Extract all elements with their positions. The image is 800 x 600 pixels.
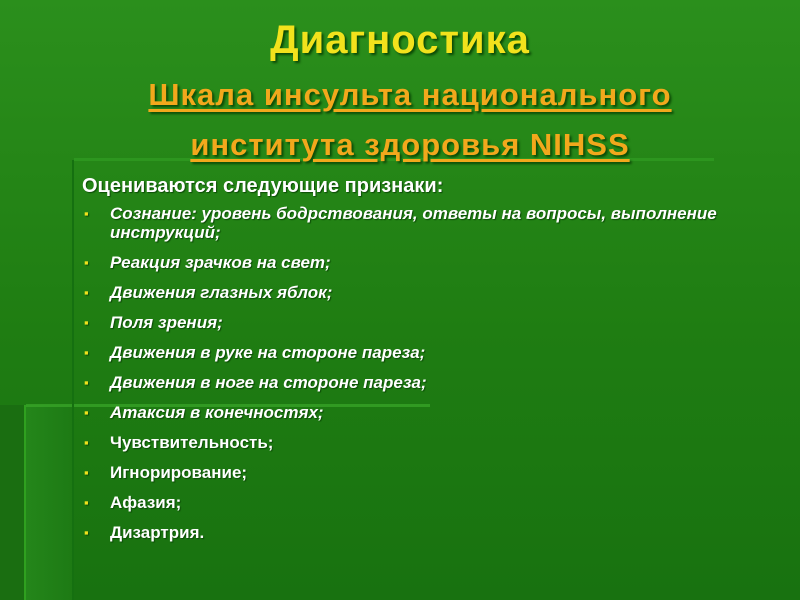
lead-text: Оцениваются следующие признаки: xyxy=(82,175,444,197)
bullet-icon: ▪ xyxy=(84,495,89,510)
slide-title: Диагностика xyxy=(270,18,530,62)
bullet-icon: ▪ xyxy=(84,285,89,300)
list-item-text: Движения в руке на стороне пареза; xyxy=(110,343,426,362)
decorative-strip xyxy=(26,405,74,600)
bullet-icon: ▪ xyxy=(84,405,89,420)
decorative-vertical-line xyxy=(72,160,74,600)
bullet-icon: ▪ xyxy=(84,525,89,540)
list-item-text: Атаксия в конечностях; xyxy=(110,403,324,422)
list-item-text: Поля зрения; xyxy=(110,313,223,332)
list-item xyxy=(82,283,782,302)
list-item xyxy=(82,204,782,242)
list-item-text: Игнорирование; xyxy=(110,463,248,482)
list-item xyxy=(82,433,782,452)
list-item xyxy=(82,253,782,272)
list-item xyxy=(82,373,782,392)
list-item-text: Сознание: уровень бодрствования, ответы на вопросы, выполнение инструкций; xyxy=(110,204,717,242)
bullet-icon: ▪ xyxy=(84,375,89,390)
subtitle-line-1: Шкала инсульта национального xyxy=(148,77,672,112)
decorative-panel-left xyxy=(0,405,26,600)
slide-subtitle xyxy=(60,70,760,170)
list-item-text: Движения в ноге на стороне пареза; xyxy=(110,373,427,392)
bullet-icon: ▪ xyxy=(84,255,89,270)
list-item-text: Чувствительность; xyxy=(110,433,274,452)
list-item xyxy=(82,313,782,332)
bullet-icon: ▪ xyxy=(84,435,89,450)
list-item xyxy=(82,403,782,422)
list-item-text: Дизартрия. xyxy=(110,523,205,542)
bullet-icon: ▪ xyxy=(84,465,89,480)
list-item xyxy=(82,343,782,362)
list-item-text: Движения глазных яблок; xyxy=(110,283,333,302)
subtitle-line-2: института здоровья NIHSS xyxy=(190,127,630,162)
list-item xyxy=(82,493,782,512)
list-item-text: Афазия; xyxy=(110,493,182,512)
bullet-icon: ▪ xyxy=(84,206,89,221)
bullet-icon: ▪ xyxy=(84,345,89,360)
criteria-list xyxy=(82,204,782,542)
list-item xyxy=(82,523,782,542)
bullet-icon: ▪ xyxy=(84,315,89,330)
list-item xyxy=(82,463,782,482)
content-body xyxy=(82,175,782,553)
list-item-text: Реакция зрачков на свет; xyxy=(110,253,331,272)
